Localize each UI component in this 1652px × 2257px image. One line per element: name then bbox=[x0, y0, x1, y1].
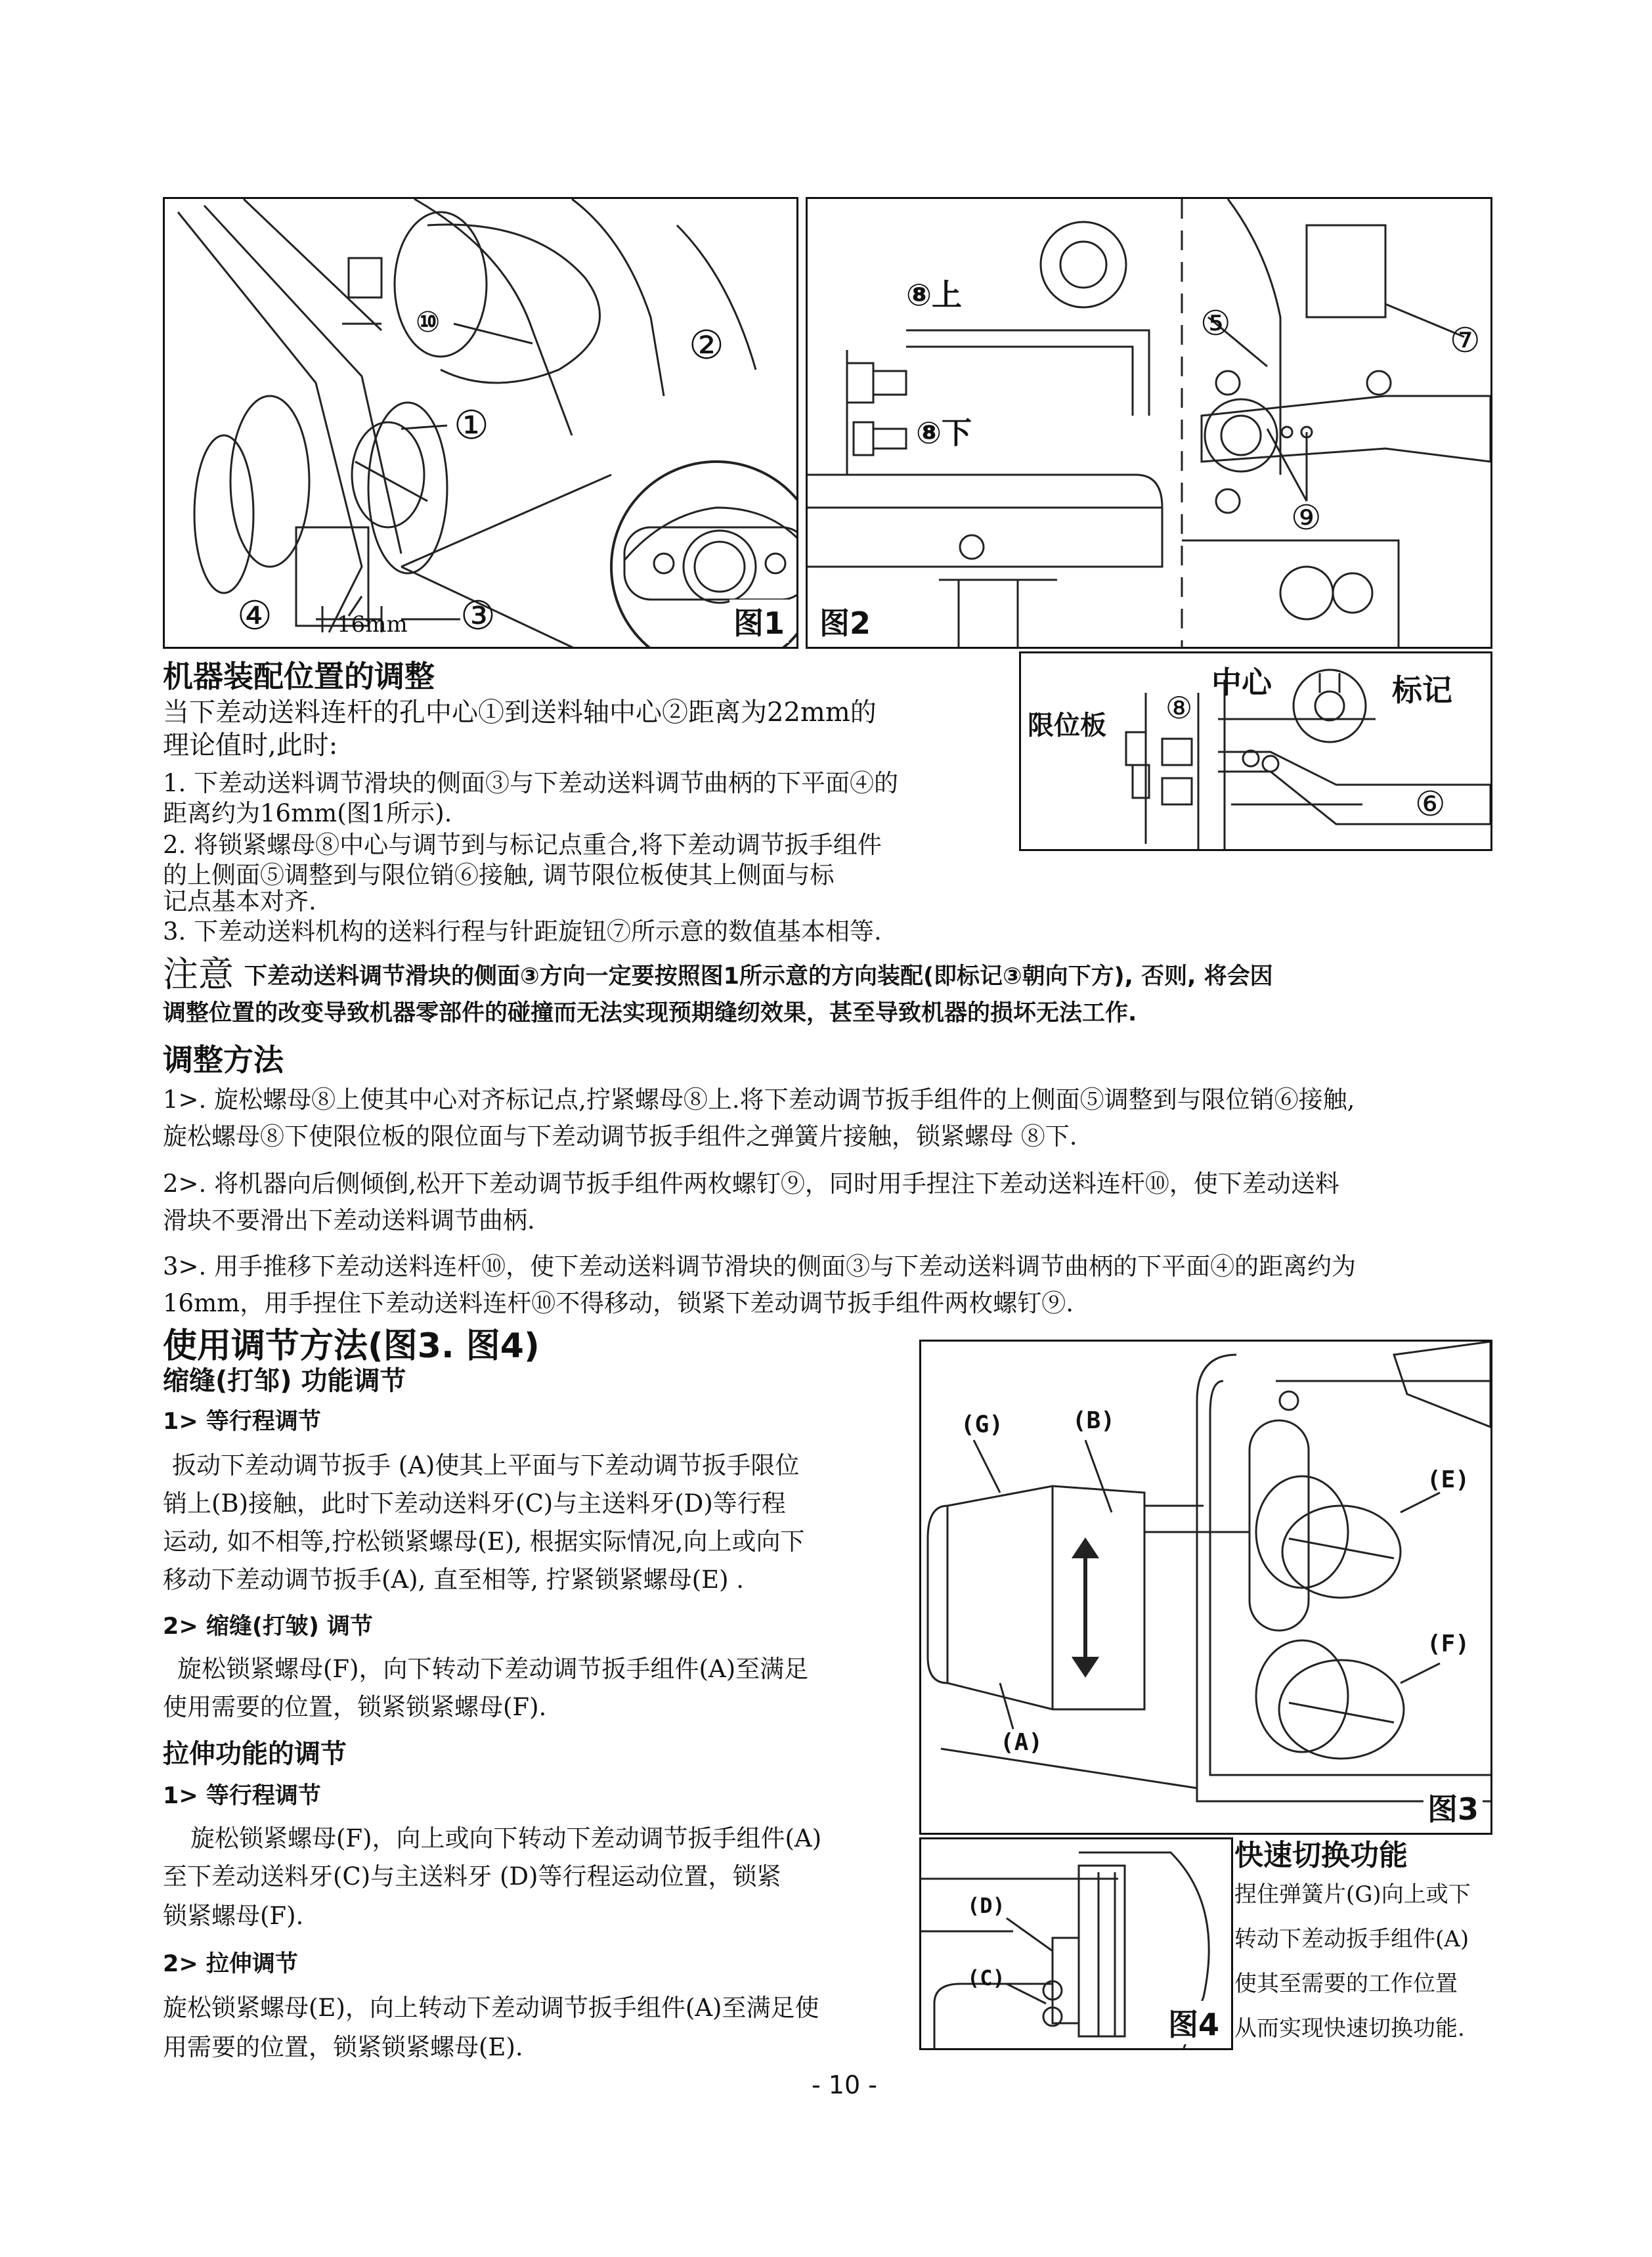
note-label: 注意 bbox=[163, 953, 234, 995]
quick-switch-line-2: 转动下差动扳手组件(A) bbox=[1234, 1926, 1469, 1952]
note-line-1: 下差动送料调节滑块的侧面③方向一定要按照图1所示意的方向装配(即标记③朝向下方), 否则, 将会因 bbox=[244, 963, 1273, 990]
fig1-callout-1: ① bbox=[454, 403, 489, 449]
quick-switch-line-1: 捏住弹簧片(G)向上或下 bbox=[1234, 1881, 1471, 1908]
quick-switch-title: 快速切换功能 bbox=[1234, 1839, 1408, 1872]
detail-callout-6: ⑥ bbox=[1415, 785, 1446, 824]
fig3-callout-G: (G) bbox=[961, 1411, 1004, 1438]
fig3-callout-E: (E) bbox=[1427, 1466, 1470, 1493]
quick-switch-line-3: 使其至需要的工作位置 bbox=[1234, 1971, 1458, 1997]
section2-item2-line1: 2>. 将机器向后侧倾倒,松开下差动调节扳手组件两枚螺钉⑨，同时用手捏注下差动送料连杆⑩，使下差动送料 bbox=[163, 1170, 1339, 1198]
section3-sub2-item2-line1: 旋松锁紧螺母(E)，向上转动下差动调节扳手组件(A)至满足使 bbox=[163, 1994, 819, 2022]
figure-1 bbox=[163, 197, 798, 649]
figure-2-drawing bbox=[808, 199, 1490, 647]
fig2-callout-5: ⑤ bbox=[1200, 304, 1231, 343]
detail-callout-mark: 标记 bbox=[1392, 672, 1452, 708]
fig2-label: 图2 bbox=[815, 600, 875, 643]
section1-intro-1: 当下差动送料连杆的孔中心①到送料轴中心②距离为22mm的 bbox=[163, 697, 877, 728]
fig2-callout-8-up: ⑧上 bbox=[906, 277, 962, 313]
fig1-callout-2: ② bbox=[689, 322, 724, 368]
section3-sub1-item2-line2: 使用需要的位置，锁紧锁紧螺母(F). bbox=[163, 1693, 547, 1721]
section2-item2-line2: 滑块不要滑出下差动送料调节曲柄. bbox=[163, 1206, 535, 1235]
section1-item1-line2: 距离约为16mm(图1所示). bbox=[163, 799, 452, 827]
section2-item1-line2: 旋松螺母⑧下使限位板的限位面与下差动调节扳手组件之弹簧片接触，锁紧螺母 ⑧下. bbox=[163, 1122, 1077, 1150]
figure-3 bbox=[919, 1340, 1492, 1835]
section3-sub1-item1-line3: 运动, 如不相等,拧松锁紧螺母(E), 根据实际情况,向上或向下 bbox=[163, 1527, 805, 1556]
figure-4 bbox=[919, 1837, 1233, 2050]
section1-title: 机器装配位置的调整 bbox=[163, 659, 435, 694]
section3-title: 使用调节方法(图3. 图4) bbox=[163, 1326, 540, 1366]
note-line-2: 调整位置的改变导致机器零部件的碰撞而无法实现预期缝纫效果，甚至导致机器的损坏无法工作. bbox=[163, 1000, 1137, 1026]
section1-item2-line2: 的上侧面⑤调整到与限位销⑥接触, 调节限位板使其上侧面与标 bbox=[163, 861, 835, 889]
detail-callout-8: ⑧ bbox=[1165, 690, 1193, 726]
fig2-callout-8-down: ⑧下 bbox=[916, 415, 972, 450]
fig1-label: 图1 bbox=[729, 600, 789, 643]
section3-sub2-title: 拉伸功能的调节 bbox=[163, 1739, 347, 1769]
quick-switch-line-4: 从而实现快速切换功能. bbox=[1234, 2015, 1465, 2042]
fig3-callout-A: (A) bbox=[1000, 1729, 1043, 1756]
fig1-callout-3: ③ bbox=[460, 593, 496, 639]
section3-sub2-item2-line2: 用需要的位置，锁紧锁紧螺母(E). bbox=[163, 2033, 523, 2061]
fig1-callout-4: ④ bbox=[237, 593, 272, 639]
section2-title: 调整方法 bbox=[163, 1042, 284, 1078]
detail-callout-limit-plate: 限位板 bbox=[1028, 711, 1106, 741]
section3-sub2-item1-title: 1> 等行程调节 bbox=[163, 1783, 321, 1809]
section3-sub2-item1-line2: 至下差动送料牙(C)与主送料牙 (D)等行程运动位置，锁紧 bbox=[163, 1862, 781, 1891]
fig4-callout-D: (D) bbox=[967, 1893, 1005, 1918]
section1-item2-line1: 2. 将锁紧螺母⑧中心与调节到与标记点重合,将下差动调节扳手组件 bbox=[163, 831, 882, 859]
section2-item3-line1: 3>. 用手推移下差动送料连杆⑩，使下差动送料调节滑块的侧面③与下差动送料调节曲柄的下平面④的距离约为 bbox=[163, 1252, 1357, 1281]
fig2-callout-9: ⑨ bbox=[1291, 498, 1322, 538]
section3-sub1-item1-line2: 销上(B)接触，此时下差动送料牙(C)与主送料牙(D)等行程 bbox=[163, 1489, 786, 1518]
fig1-callout-10: ⑩ bbox=[416, 305, 441, 339]
page-number: - 10 - bbox=[812, 2071, 877, 2099]
section2-item3-line2: 16mm，用手捏住下差动送料连杆⑩不得移动，锁紧下差动调节扳手组件两枚螺钉⑨. bbox=[163, 1289, 1074, 1317]
section1-item1-line1: 1. 下差动送料调节滑块的侧面③与下差动送料调节曲柄的下平面④的 bbox=[163, 769, 899, 797]
section3-sub2-item1-line3: 锁紧螺母(F). bbox=[163, 1902, 304, 1930]
figure-2 bbox=[806, 197, 1492, 649]
section3-sub2-item2-title: 2> 拉伸调节 bbox=[163, 1951, 298, 1977]
section1-item2-line3: 记点基本对齐. bbox=[163, 887, 316, 915]
section3-sub1-item1-line4: 移动下差动调节扳手(A), 直至相等, 拧紧锁紧螺母(E) . bbox=[163, 1566, 745, 1594]
section3-sub1-item1-title: 1> 等行程调节 bbox=[163, 1409, 321, 1435]
section3-sub2-item1-line1: 旋松锁紧螺母(F)，向上或向下转动下差动调节扳手组件(A) bbox=[190, 1824, 822, 1852]
section3-sub1-title: 缩缝(打邹) 功能调节 bbox=[163, 1366, 406, 1396]
section2-item1-line1: 1>. 旋松螺母⑧上使其中心对齐标记点,拧紧螺母⑧上.将下差动调节扳手组件的上侧面⑤调整到与限位销⑥接触, bbox=[163, 1085, 1355, 1114]
fig1-dimension: 16mm bbox=[337, 611, 408, 638]
section3-sub1-item2-line1: 旋松锁紧螺母(F)，向下转动下差动调节扳手组件(A)至满足 bbox=[177, 1655, 809, 1683]
section1-intro-2: 理论值时,此时: bbox=[163, 730, 338, 760]
fig2-callout-7: ⑦ bbox=[1450, 321, 1481, 361]
section1-item3-line1: 3. 下差动送料机构的送料行程与针距旋钮⑦所示意的数值基本相等. bbox=[163, 917, 882, 946]
fig3-callout-F: (F) bbox=[1427, 1631, 1470, 1657]
section3-sub1-item1-line1: 扳动下差动调节扳手 (A)使其上平面与下差动调节扳手限位 bbox=[172, 1451, 800, 1479]
fig4-callout-C: (C) bbox=[967, 1965, 1005, 1990]
fig4-label: 图4 bbox=[1164, 2001, 1223, 2044]
figure-detail bbox=[1019, 651, 1492, 851]
fig3-label: 图3 bbox=[1424, 1786, 1483, 1829]
section3-sub1-item2-title: 2> 缩缝(打皱) 调节 bbox=[163, 1613, 374, 1640]
figure-3-drawing bbox=[921, 1342, 1490, 1833]
fig3-callout-B: (B) bbox=[1072, 1407, 1116, 1434]
detail-callout-center: 中心 bbox=[1211, 665, 1272, 700]
